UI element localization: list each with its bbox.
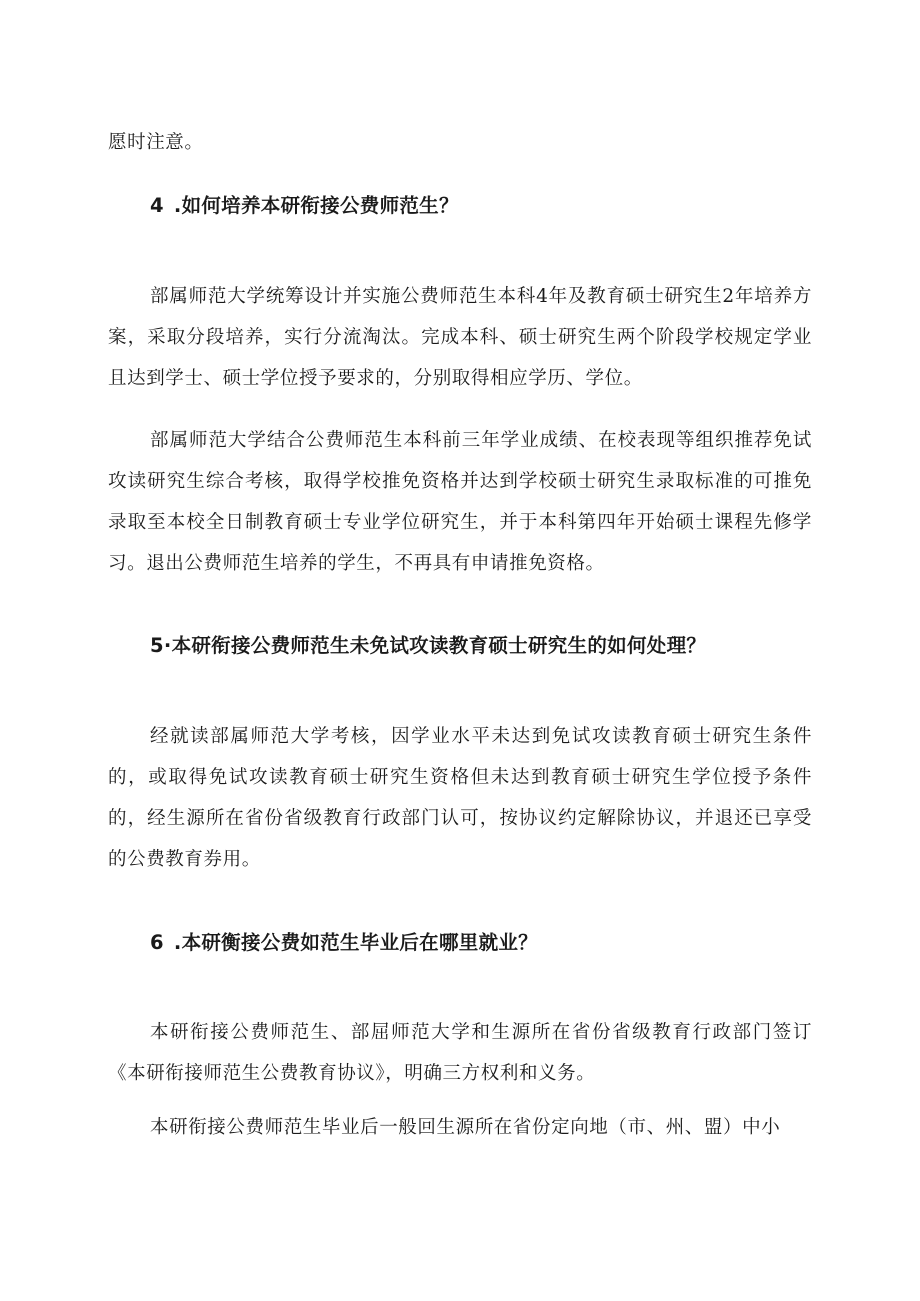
heading-text: ·本研衔接公费师范生未免试攻读教育硕士研究生的如何处理？	[163, 634, 707, 657]
paragraph-continuation: 愿时注意。	[108, 132, 204, 153]
heading-number: 5	[150, 634, 164, 657]
section-heading-4	[150, 191, 830, 221]
heading-number: 6	[150, 931, 164, 954]
heading-number: 4	[150, 194, 164, 217]
paragraph-recommendation: 部属师范大学结合公费师范生本科前三年学业成绩、在校表现等组织推荐免试攻读研究生综合考核，取得学校推免资格并达到学校硕士研究生录取标准的可推免录取至本校全日制教育硕士专业学位研究生，并于本科第四年开始硕士课程先修学习。退出公费师范生培养的学生，不再具有申请推免资格。	[108, 430, 812, 574]
paragraph-training-plan: 部属师范大学统筹设计并实施公费师范生本科4年及教育硕士研究生2年培养方案，采取分段培养，实行分流淘汰。完成本科、硕士研究生两个阶段学校规定学业且达到学士、硕士学位授予要求的，分别取得相应学历、学位。	[108, 286, 812, 389]
paragraph-agreement: 本研衔接公费师范生、部屈师范大学和生源所在省份省级教育行政部门签订《本研衔接师范生公费教育协议》，明确三方权利和义务。	[108, 1022, 812, 1084]
paragraph-handling: 经就读部属师范大学考核，因学业水平未达到免试攻读教育硕士研究生条件的，或取得免试攻读教育硕士研究生资格但未达到教育硕士研究生学位授予条件的，经生源所在省份省级教育行政部门认可，按协议约定解除协议，并退还已享受的公费教育券用。	[108, 726, 812, 870]
paragraph-employment: 本研衔接公费师范生毕业后一般回生源所在省份定向地（市、州、盟）中小	[150, 1117, 781, 1138]
section-heading-5	[150, 631, 830, 661]
heading-text: .如何培养本研衔接公费师范生？	[173, 194, 459, 217]
section-heading-6	[150, 928, 830, 958]
heading-text: .本研衡接公费如范生毕业后在哪里就业？	[173, 931, 538, 954]
